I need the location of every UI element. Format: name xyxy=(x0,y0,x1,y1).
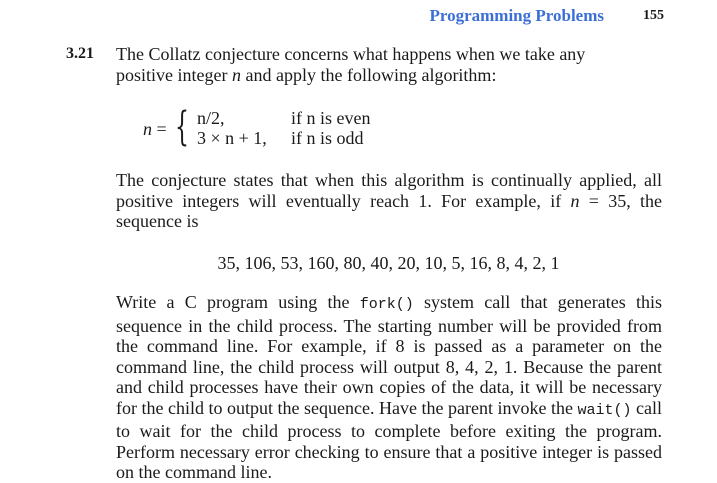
task-text-c: call to wait for the child process to complete before exiting the program. Perform necessary error checking to ensure that a positive integer is passed on the command line. xyxy=(116,397,662,482)
case-odd-expression: 3 × n + 1, xyxy=(197,128,267,148)
example-sequence: 35, 106, 53, 160, 80, 40, 20, 10, 5, 16, 8, 4, 2, 1 xyxy=(217,253,560,273)
equation-lhs xyxy=(143,119,167,140)
case-even-condition: if n is even xyxy=(291,108,371,128)
running-head xyxy=(0,6,717,28)
intro-line-2b: and apply the following algorithm: xyxy=(240,64,497,85)
equation-lhs-variable: n xyxy=(143,119,152,139)
equation-equals-sign: = xyxy=(152,119,167,139)
task-text-b: system call that generates this sequence in the child process. The starting number will be provided from the command line. For example, if 8 is passed as a parameter on the command line, the child process will output 8, 4, 2, 1. Because the parent and child processes have their own copies of the data, it will be necessary for the child to output the sequence. Have the parent invoke the xyxy=(116,292,662,418)
intro-variable: n xyxy=(231,64,241,85)
conjecture-paragraph xyxy=(116,170,662,232)
problem-intro xyxy=(116,44,662,85)
page-number: 155 xyxy=(643,8,664,23)
problem-number: 3.21 xyxy=(66,45,94,62)
case-odd-condition: if n is odd xyxy=(291,128,364,148)
collatz-equation xyxy=(143,104,403,152)
intro-line-1: The Collatz conjecture concerns what happens when we take any xyxy=(116,44,586,64)
conjecture-text-a: The conjecture states that when this algorithm is continually applied, all positive integers will eventually reach 1. For example, if xyxy=(116,170,662,211)
task-text-a: Write a C program using the xyxy=(116,292,360,312)
wait-call-code: wait() xyxy=(577,401,632,419)
intro-line-2a: positive integer xyxy=(116,64,232,85)
case-even-expression: n/2, xyxy=(197,108,225,128)
left-brace: { xyxy=(175,104,189,150)
section-title: Programming Problems xyxy=(429,6,604,25)
conjecture-text-b: = 35, the sequence is xyxy=(116,190,662,231)
task-paragraph xyxy=(116,292,662,483)
fork-call-code: fork() xyxy=(359,296,414,313)
conjecture-variable: n xyxy=(570,190,580,211)
